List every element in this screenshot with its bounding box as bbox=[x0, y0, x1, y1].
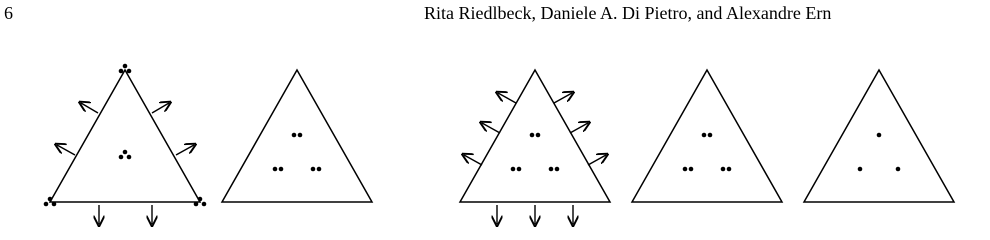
edge-normal-arrow bbox=[57, 103, 194, 224]
panel-2-triangle-with-interior-dofs bbox=[222, 70, 372, 202]
interior-dot-pairs bbox=[683, 133, 732, 172]
panel-5-triangle-with-interior-dofs bbox=[804, 70, 954, 202]
interior-dot-pairs bbox=[511, 133, 560, 172]
panel-4-triangle-with-interior-dofs bbox=[632, 70, 782, 202]
panel-3-triangle-with-edge-dofs bbox=[460, 70, 610, 224]
running-header-authors: Rita Riedlbeck, Daniele A. Di Pietro, and Alexandre Ern bbox=[424, 3, 832, 23]
interior-dot-cluster bbox=[119, 150, 132, 160]
page-number: 6 bbox=[4, 3, 13, 23]
panel-1-triangle-with-vertex-and-edge-dofs bbox=[44, 64, 207, 224]
interior-dots bbox=[858, 133, 901, 172]
interior-dot-pairs bbox=[273, 133, 322, 172]
